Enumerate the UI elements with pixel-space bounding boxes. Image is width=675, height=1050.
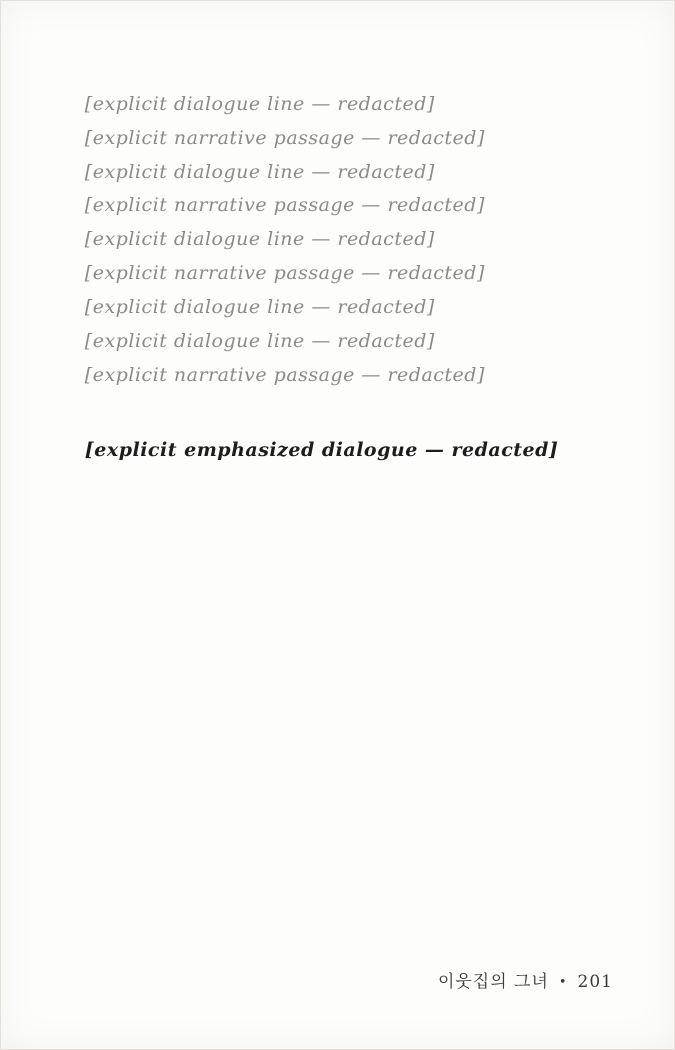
paragraph: [explicit narrative passage — redacted] xyxy=(84,126,485,149)
paragraph: [explicit narrative passage — redacted] xyxy=(84,194,485,217)
page-footer xyxy=(438,967,613,992)
paragraph: [explicit narrative passage — redacted] xyxy=(84,262,485,285)
paragraph: [explicit dialogue line — redacted] xyxy=(84,160,435,183)
body-text-block xyxy=(62,88,613,468)
paragraph: [explicit dialogue line — redacted] xyxy=(84,228,435,251)
page-number: 201 xyxy=(577,972,613,992)
paragraph: [explicit dialogue line — redacted] xyxy=(84,295,435,318)
paragraph: [explicit dialogue line — redacted] xyxy=(84,93,435,115)
emphasized-paragraph: [explicit emphasized dialogue — redacted] xyxy=(84,439,559,462)
footer-separator: • xyxy=(558,975,568,990)
paragraph: [explicit narrative passage — redacted] xyxy=(84,363,485,386)
book-title: 이웃집의 그녀 xyxy=(437,972,549,992)
paragraph: [explicit dialogue line — redacted] xyxy=(84,329,435,352)
